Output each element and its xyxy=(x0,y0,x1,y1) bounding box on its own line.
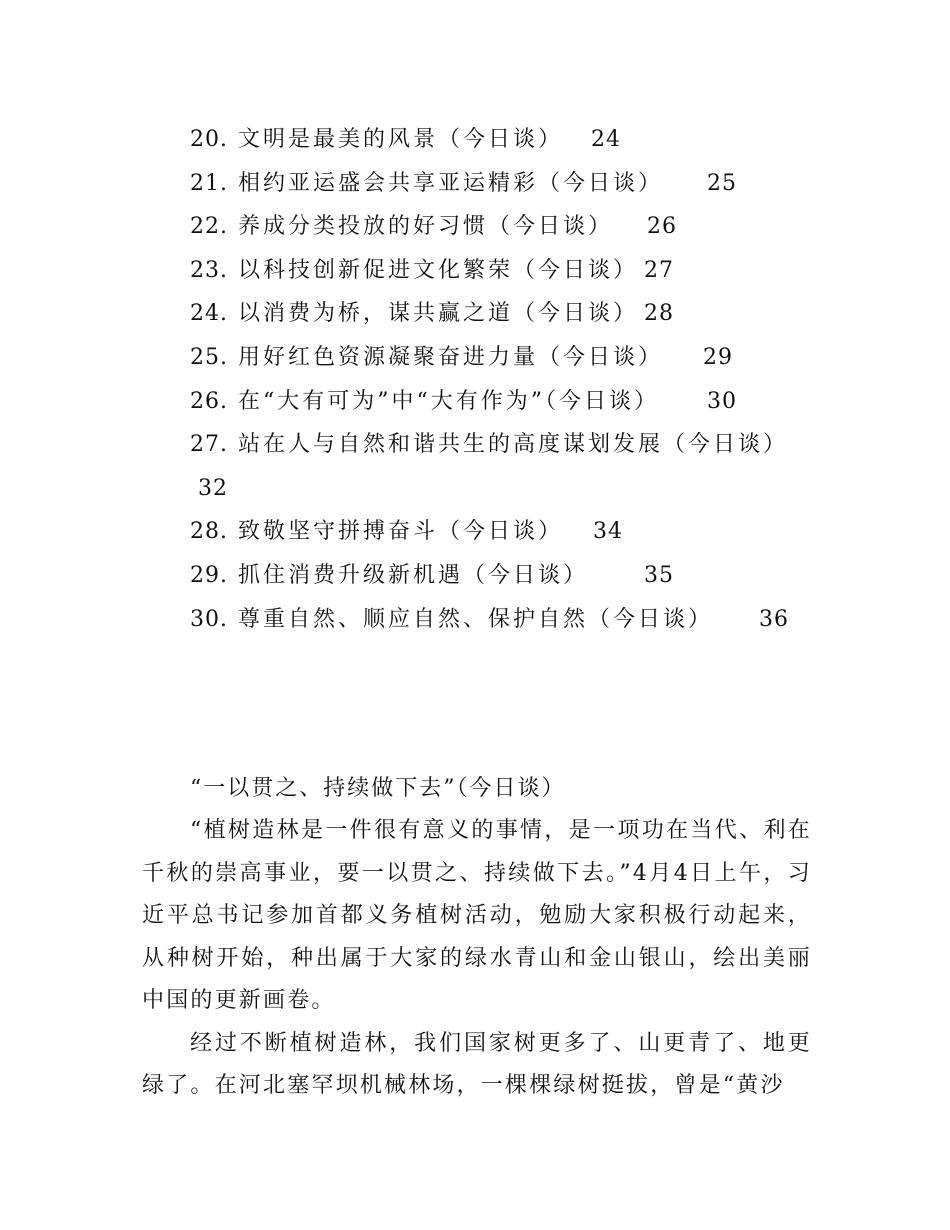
toc-entry-number: 29. xyxy=(190,562,228,588)
toc-entry xyxy=(190,380,830,424)
toc-entry-number: 30. xyxy=(190,606,228,632)
toc-entry-title: 以科技创新促进文化繁荣（今日谈） xyxy=(238,257,639,283)
toc-entry-title: 养成分类投放的好习惯（今日谈） xyxy=(238,214,614,240)
article-paragraph: “植树造林是一件很有意义的事情，是一项功在当代、利在千秋的崇高事业，要一以贯之、持续做下去。”4月4日上午，习近平总书记参加首都义务植树活动，勉励大家积极行动起来，从种树开始，种出属于大家的绿水青山和金山银山，绘出美丽中国的更新画卷。 xyxy=(142,818,812,1013)
toc-entry xyxy=(190,423,830,467)
article xyxy=(142,768,812,1108)
toc-entry xyxy=(190,292,830,336)
toc-entry-page: 36 xyxy=(759,606,790,632)
toc-entry-title: 相约亚运盛会共享亚运精彩（今日谈） xyxy=(238,170,664,196)
toc-entry-title: 以消费为桥，谋共赢之道（今日谈） xyxy=(238,301,639,327)
toc-entry-title: 文明是最美的风景（今日谈） xyxy=(238,127,564,152)
toc-entry-page: 35 xyxy=(644,562,675,588)
toc-entry xyxy=(190,205,830,249)
toc-entry xyxy=(190,598,830,642)
toc-entry-number: 20. xyxy=(190,127,228,152)
toc-entry-continuation xyxy=(190,467,830,511)
toc-entry-title: 站在人与自然和谐共生的高度谋划发展（今日谈） xyxy=(238,432,789,458)
toc-entry xyxy=(190,249,830,293)
toc-entry xyxy=(190,118,830,162)
toc-entry-title: 致敬坚守拼搏奋斗（今日谈） xyxy=(238,519,564,545)
toc-entry-page: 24 xyxy=(591,127,622,152)
toc-entry-number: 24. xyxy=(190,301,228,327)
toc-entry xyxy=(190,510,830,554)
toc-entry-title: 尊重自然、顺应自然、保护自然（今日谈） xyxy=(238,606,714,632)
toc-entry-number: 27. xyxy=(190,432,228,458)
toc-entry-page: 30 xyxy=(707,388,737,414)
toc-entry-title: 在“大有可为”中“大有作为”（今日谈） xyxy=(238,388,659,414)
article-paragraph: 经过不断植树造林，我们国家树更多了、山更青了、地更绿了。在河北塞罕坝机械林场，一棵棵绿树挺拔，曾是“黄沙 xyxy=(142,1030,812,1098)
toc-entry-number: 25. xyxy=(190,344,228,370)
toc-entry-page: 25 xyxy=(707,170,738,196)
toc-entry-number: 26. xyxy=(190,388,228,414)
toc-entry xyxy=(190,554,830,598)
toc-entry xyxy=(190,336,830,380)
toc-entry-number: 28. xyxy=(190,519,228,545)
toc-entry-page: 32 xyxy=(198,475,228,501)
toc-entry-number: 21. xyxy=(190,170,228,196)
toc-entry-number: 22. xyxy=(190,214,228,240)
toc-entry-number: 23. xyxy=(190,257,228,283)
toc-entry-title: 抓住消费升级新机遇（今日谈） xyxy=(238,562,589,588)
toc-entry-page: 26 xyxy=(647,214,678,240)
article-title: “一以贯之、持续做下去”（今日谈） xyxy=(190,776,566,801)
toc-entry-page: 34 xyxy=(593,519,624,545)
toc-entry-title: 用好红色资源凝聚奋进力量（今日谈） xyxy=(238,344,664,370)
toc-entry-page: 29 xyxy=(703,344,734,370)
toc-entry-page: 28 xyxy=(644,301,675,327)
toc-entry-page: 27 xyxy=(644,257,675,283)
table-of-contents xyxy=(190,118,830,641)
toc-entry xyxy=(190,162,830,206)
